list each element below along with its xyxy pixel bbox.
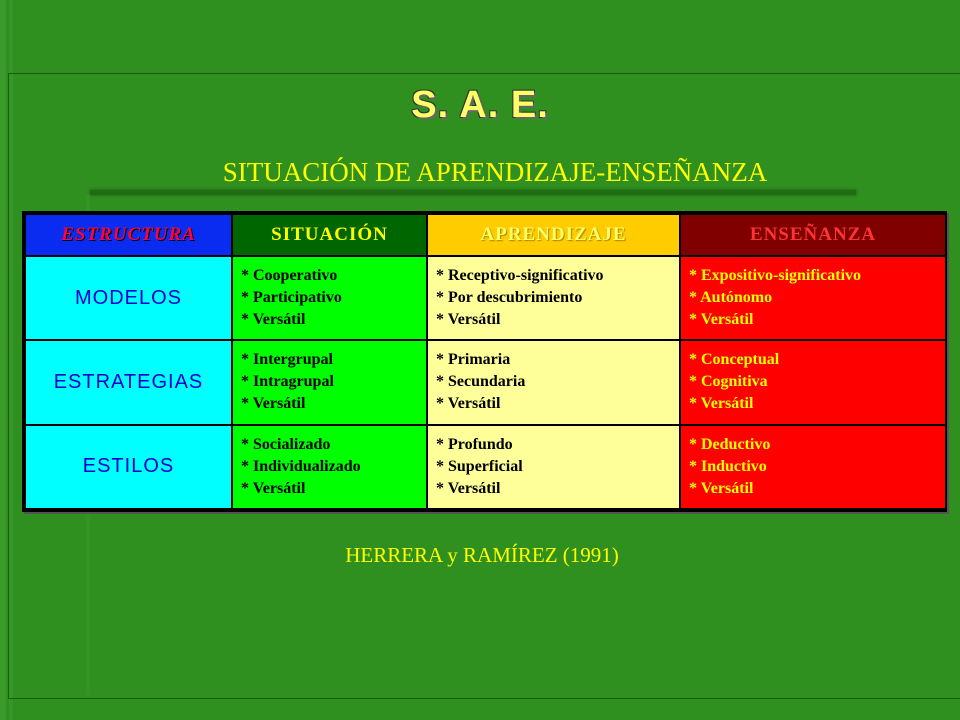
row-label-estilos: ESTILOS	[25, 425, 232, 509]
cell-aprendizaje	[427, 340, 680, 424]
list-item: * Versátil	[436, 395, 501, 413]
list-item: * Versátil	[436, 311, 501, 329]
list-item: * Intergrupal	[241, 351, 333, 369]
list-item: * Secundaria	[436, 373, 526, 391]
list-item: * Profundo	[436, 435, 513, 453]
table-row	[25, 256, 946, 340]
list-item: * Versátil	[241, 311, 306, 329]
citation: HERRERA y RAMÍREZ (1991)	[345, 543, 619, 567]
decorative-shadow-line	[90, 190, 856, 195]
cell-aprendizaje	[427, 425, 680, 509]
row-label-modelos: MODELOS	[25, 256, 232, 340]
slide-title: S. A. E.	[411, 84, 549, 126]
list-item: * Cooperativo	[241, 267, 338, 285]
cell-ensenanza	[680, 425, 946, 509]
cell-situacion	[232, 256, 427, 340]
cell-situacion	[232, 425, 427, 509]
list-item: * Versátil	[241, 479, 306, 497]
list-item: * Expositivo-significativo	[689, 267, 862, 285]
list-item: * Primaria	[436, 351, 511, 369]
table-header-row	[25, 214, 946, 256]
list-item: * Versátil	[689, 311, 754, 329]
list-item: * Receptivo-significativo	[436, 267, 604, 285]
table-row	[25, 340, 946, 424]
list-item: * Intragrupal	[241, 373, 334, 391]
list-item: * Socializado	[241, 435, 331, 453]
list-item: * Versátil	[241, 395, 306, 413]
sae-table	[22, 211, 947, 512]
cell-situacion	[232, 340, 427, 424]
list-item: * Superficial	[436, 457, 523, 475]
header-aprendizaje: APRENDIZAJE	[427, 214, 680, 256]
cell-aprendizaje	[427, 256, 680, 340]
list-item: * Conceptual	[689, 351, 780, 369]
list-item: * Inductivo	[689, 457, 767, 475]
list-item: * Cognitiva	[689, 373, 768, 391]
list-item: * Participativo	[241, 289, 342, 307]
list-item: * Autónomo	[689, 289, 773, 307]
list-item: * Versátil	[689, 479, 754, 497]
slide-subtitle: SITUACIÓN DE APRENDIZAJE-ENSEÑANZA	[222, 157, 768, 187]
list-item: * Versátil	[436, 479, 501, 497]
header-estructura: ESTRUCTURA	[25, 214, 232, 256]
table-row	[25, 425, 946, 509]
list-item: * Por descubrimiento	[436, 289, 583, 307]
header-ensenanza: ENSEÑANZA	[680, 214, 946, 256]
header-situacion: SITUACIÓN	[232, 214, 427, 256]
cell-ensenanza	[680, 340, 946, 424]
list-item: * Individualizado	[241, 457, 361, 475]
list-item: * Deductivo	[689, 435, 771, 453]
row-label-estrategias: ESTRATEGIAS	[25, 340, 232, 424]
cell-ensenanza	[680, 256, 946, 340]
list-item: * Versátil	[689, 395, 754, 413]
